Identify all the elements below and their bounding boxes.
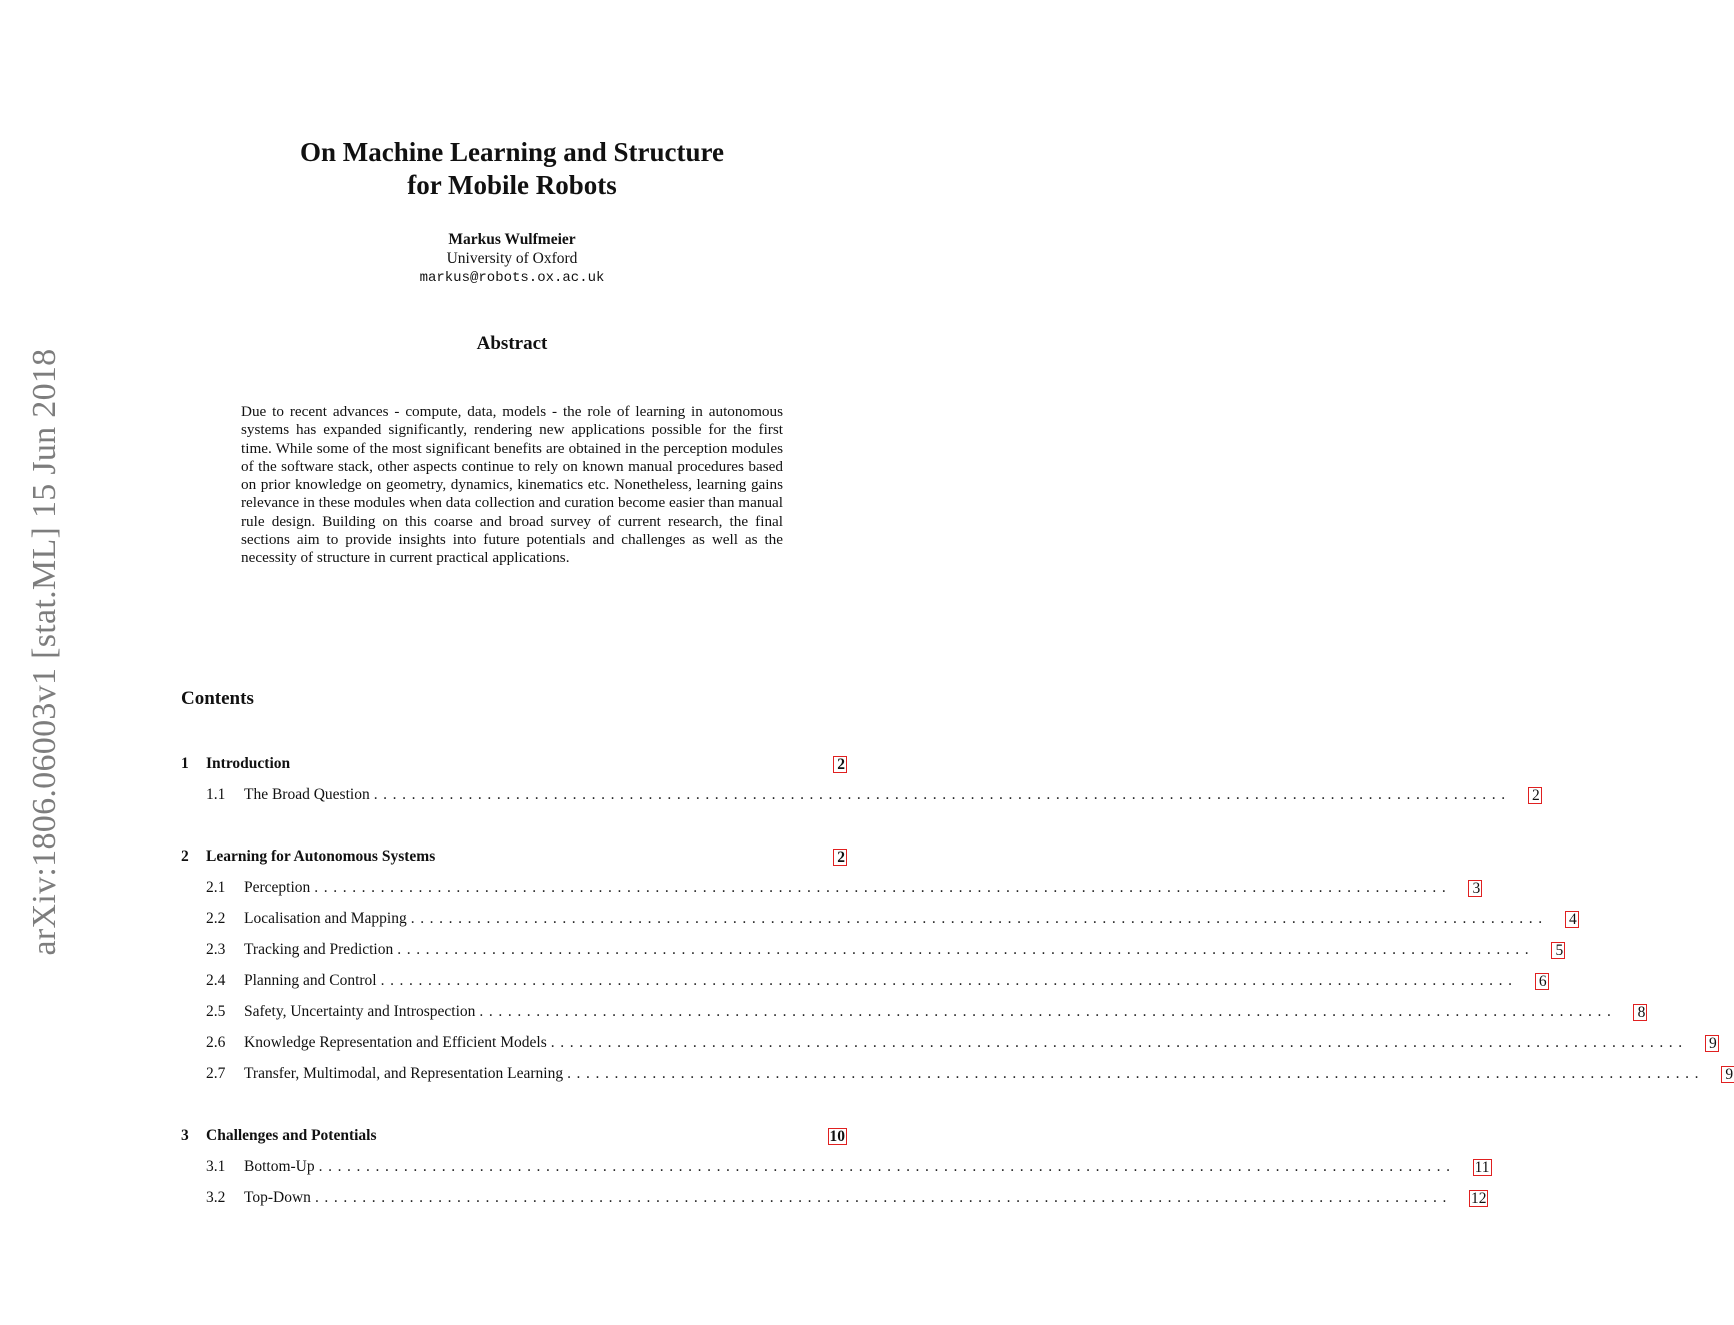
arxiv-identifier-stamp[interactable]: arXiv:1806.06003v1 [stat.ML] 15 Jun 2018 <box>26 348 63 956</box>
toc-title[interactable]: Tracking and Prediction <box>244 941 394 958</box>
toc-page-link[interactable]: 12 <box>1470 1189 1487 1207</box>
toc-number: 1.1 <box>206 786 226 803</box>
toc-page-link[interactable]: 8 <box>1634 1005 1646 1020</box>
toc-title[interactable]: Perception <box>244 879 311 896</box>
toc-page-link[interactable]: 9 <box>1722 1067 1734 1082</box>
toc-entry-2-6[interactable] <box>181 1033 1717 1053</box>
toc-title[interactable]: Top-Down <box>244 1189 311 1206</box>
toc-dot-leader: ........................................................................................................................ <box>380 972 1518 989</box>
toc-number: 2.4 <box>206 972 226 989</box>
toc-number: 3.1 <box>206 1158 226 1175</box>
author-affiliation: University of Oxford <box>446 249 578 267</box>
title-line-1: On Machine Learning and Structure <box>299 137 725 167</box>
toc-dot-leader: ........................................................................................................................ <box>479 1003 1617 1020</box>
title-line-2: for Mobile Robots <box>407 170 617 200</box>
toc-entry-2[interactable] <box>181 847 846 867</box>
toc-page-link[interactable]: 6 <box>1536 974 1548 989</box>
toc-number: 1 <box>181 755 189 772</box>
toc-title[interactable]: The Broad Question <box>244 786 370 803</box>
toc-dot-leader: ........................................................................................................................ <box>314 1189 1452 1206</box>
toc-page-link[interactable]: 2 <box>834 850 846 865</box>
toc-dot-leader: ........................................................................................................................ <box>397 941 1535 958</box>
toc-page-link[interactable]: 2 <box>1529 788 1541 803</box>
toc-number: 2.6 <box>206 1034 226 1051</box>
toc-title[interactable]: Learning for Autonomous Systems <box>206 848 436 865</box>
toc-entry-3-2[interactable] <box>181 1188 1487 1208</box>
toc-entry-3-1[interactable] <box>181 1157 1490 1177</box>
toc-title[interactable]: Introduction <box>206 755 291 772</box>
toc-number: 2 <box>181 848 189 865</box>
author-block <box>0 231 1024 288</box>
toc-page-link[interactable]: 5 <box>1552 943 1564 958</box>
toc-title[interactable]: Localisation and Mapping <box>244 910 407 927</box>
toc-dot-leader: ........................................................................................................................ <box>410 910 1548 927</box>
author-email[interactable]: markus@robots.ox.ac.uk <box>419 270 605 286</box>
toc-number: 2.2 <box>206 910 226 927</box>
toc-entry-2-2[interactable] <box>181 909 1577 929</box>
paper-title <box>0 136 1024 202</box>
toc-title[interactable]: Transfer, Multimodal, and Representation Learning <box>244 1065 564 1082</box>
toc-title[interactable]: Planning and Control <box>244 972 377 989</box>
toc-dot-leader: ........................................................................................................................ <box>318 1158 1456 1175</box>
abstract-text: Due to recent advances - compute, data, models - the role of learning in autonomous systems has expanded significantly, rendering new applications possible for the first time. While some of the most significant benefits are obtained in the perception modules of the software stack, other aspects continue to rely on known manual procedures based on prior knowledge on geometry, dynamics, kinematics etc. Nonetheless, learning gains relevance in these modules when data collection and curation become easier than manual rule design. Building on this coarse and broad survey of current research, the final sections aim to provide insights into future potentials and challenges as well as the necessity of structure in current practical applications. <box>241 403 783 567</box>
toc-title[interactable]: Knowledge Representation and Efficient Models <box>244 1034 547 1051</box>
author-name: Markus Wulfmeier <box>448 231 576 248</box>
toc-number: 2.7 <box>206 1065 226 1082</box>
toc-page-link[interactable]: 9 <box>1706 1036 1718 1051</box>
toc-dot-leader: ........................................................................................................................ <box>567 1065 1705 1082</box>
toc-page-link[interactable]: 10 <box>829 1127 845 1145</box>
toc-entry-2-4[interactable] <box>181 971 1547 991</box>
toc-entry-1[interactable] <box>181 754 846 774</box>
toc-entry-2-5[interactable] <box>181 1002 1646 1022</box>
toc-number: 3.2 <box>206 1189 226 1206</box>
toc-page-link[interactable]: 3 <box>1469 881 1481 896</box>
toc-entry-2-1[interactable] <box>181 878 1481 898</box>
toc-title[interactable]: Safety, Uncertainty and Introspection <box>244 1003 476 1020</box>
toc-number: 2.5 <box>206 1003 226 1020</box>
toc-dot-leader: ........................................................................................................................ <box>314 879 1452 896</box>
toc-entry-3[interactable] <box>181 1126 846 1146</box>
toc-dot-leader: ........................................................................................................................ <box>373 786 1511 803</box>
toc-page-link[interactable]: 11 <box>1474 1158 1490 1176</box>
toc-entry-2-3[interactable] <box>181 940 1564 960</box>
contents-heading: Contents <box>181 688 254 709</box>
toc-title[interactable]: Challenges and Potentials <box>206 1127 377 1144</box>
toc-page-link[interactable]: 4 <box>1566 912 1578 927</box>
toc-number: 2.3 <box>206 941 226 958</box>
toc-number: 2.1 <box>206 879 226 896</box>
abstract-heading: Abstract <box>476 333 548 354</box>
toc-dot-leader: ........................................................................................................................ <box>550 1034 1688 1051</box>
toc-number: 3 <box>181 1127 189 1144</box>
toc-entry-1-1[interactable] <box>181 785 1540 805</box>
toc-entry-2-7[interactable] <box>181 1064 1734 1084</box>
toc-page-link[interactable]: 2 <box>834 757 846 772</box>
toc-title[interactable]: Bottom-Up <box>244 1158 315 1175</box>
